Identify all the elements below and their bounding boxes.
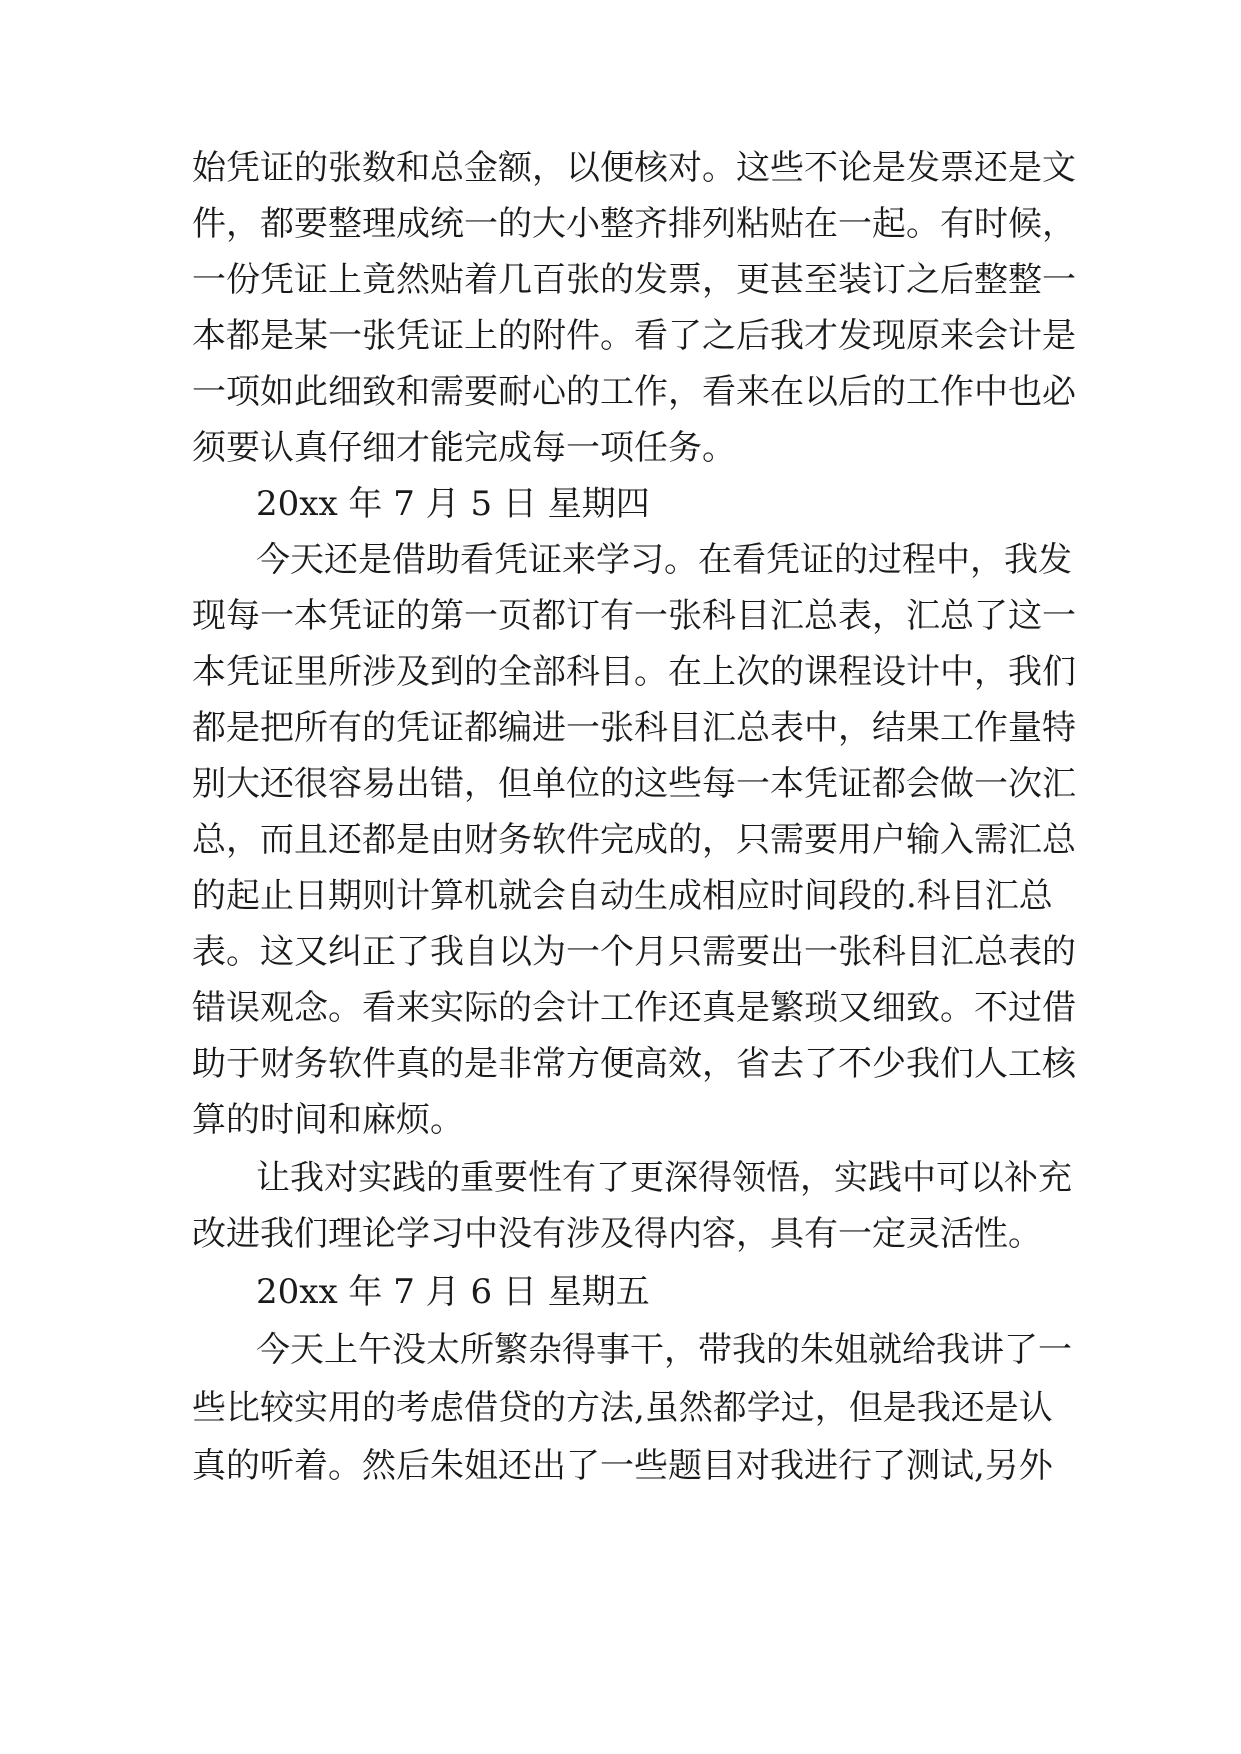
text-line: 让我对实践的重要性有了更深得领悟，实践中可以补充 [256, 1158, 1072, 1198]
text-line: 本都是某一张凭证上的附件。看了之后我才发现原来会计是 [192, 316, 1076, 356]
text-line: 现每一本凭证的第一页都订有一张科目汇总表，汇总了这一 [192, 596, 1076, 636]
text-line: 始凭证的张数和总金额，以便核对。这些不论是发票还是文 [192, 148, 1076, 188]
diary-date-heading: 20xx 年 7 月 6 日 星期五 [256, 1272, 650, 1312]
text-line: 些比较实用的考虑借贷的方法,虽然都学过，但是我还是认 [192, 1388, 1053, 1428]
text-line: 改进我们理论学习中没有涉及得内容，具有一定灵活性。 [192, 1214, 1042, 1254]
text-line: 表。这又纠正了我自以为一个月只需要出一张科目汇总表的 [192, 932, 1076, 972]
text-line: 的起止日期则计算机就会自动生成相应时间段的.科目汇总 [192, 876, 1053, 916]
text-line: 今天上午没太所繁杂得事干，带我的朱姐就给我讲了一 [256, 1330, 1072, 1370]
diary-date-heading: 20xx 年 7 月 5 日 星期四 [256, 484, 650, 524]
text-line: 总，而且还都是由财务软件完成的，只需要用户输入需汇总 [192, 820, 1076, 860]
text-line: 真的听着。然后朱姐还出了一些题目对我进行了测试,另外 [192, 1446, 1053, 1486]
text-line: 本凭证里所涉及到的全部科目。在上次的课程设计中，我们 [192, 652, 1076, 692]
text-line: 件，都要整理成统一的大小整齐排列粘贴在一起。有时候， [192, 204, 1076, 244]
text-line: 都是把所有的凭证都编进一张科目汇总表中，结果工作量特 [192, 708, 1076, 748]
text-line: 今天还是借助看凭证来学习。在看凭证的过程中，我发 [256, 540, 1072, 580]
text-line: 算的时间和麻烦。 [192, 1100, 464, 1140]
text-line: 一份凭证上竟然贴着几百张的发票，更甚至装订之后整整一 [192, 260, 1076, 300]
text-line: 助于财务软件真的是非常方便高效，省去了不少我们人工核 [192, 1044, 1076, 1084]
text-line: 须要认真仔细才能完成每一项任务。 [192, 428, 736, 468]
text-line: 一项如此细致和需要耐心的工作，看来在以后的工作中也必 [192, 372, 1076, 412]
text-line: 错误观念。看来实际的会计工作还真是繁琐又细致。不过借 [192, 988, 1076, 1028]
text-line: 别大还很容易出错，但单位的这些每一本凭证都会做一次汇 [192, 764, 1076, 804]
